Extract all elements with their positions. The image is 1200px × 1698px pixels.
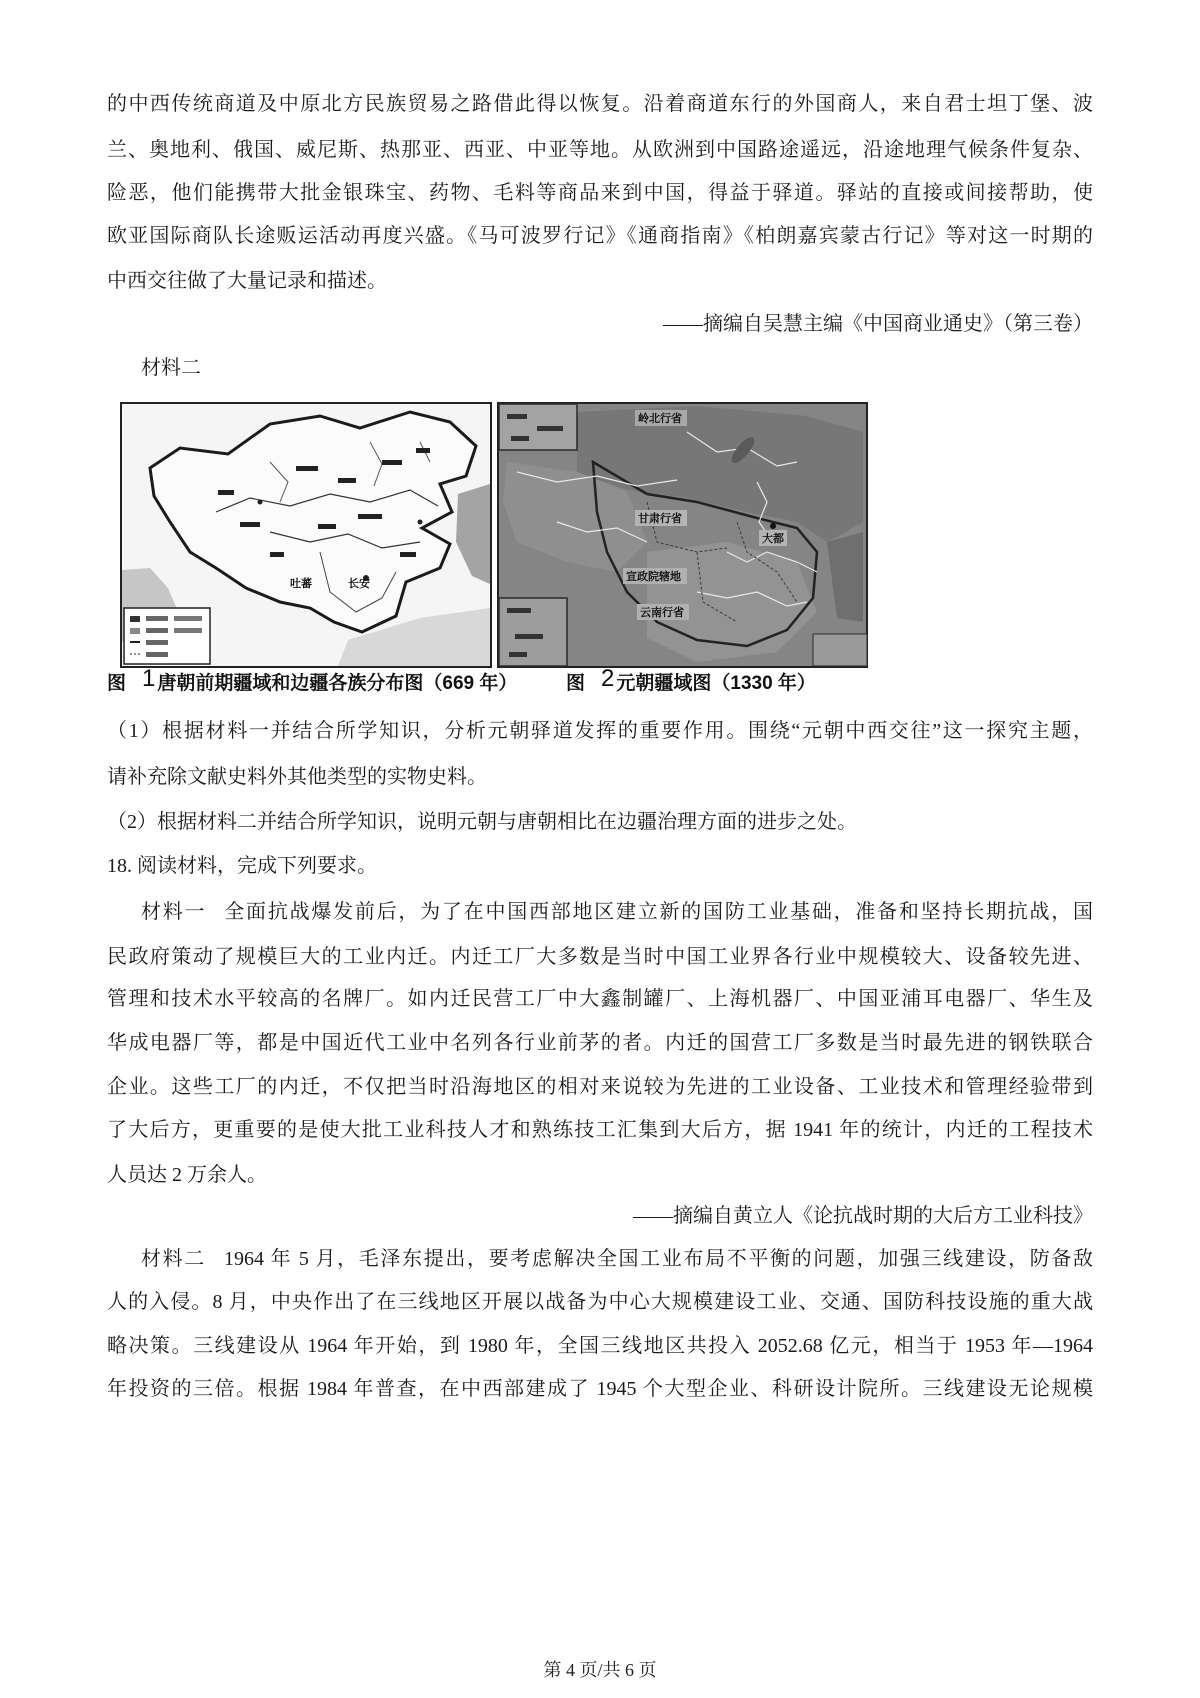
material-label: 材料一 [141, 901, 207, 923]
question-17-1-line: 请补充除文献史料外其他类型的实物史料。 [107, 766, 487, 788]
material1-tail-line: 兰、奥地利、俄国、威尼斯、热那亚、西亚、中亚等地。从欧洲到中国路途遥远，沿途地理气候条件复杂、 [107, 139, 1093, 161]
figure-number: 2 [601, 665, 615, 692]
material1-source: ——摘编自吴慧主编《中国商业通史》（第三卷） [663, 313, 1093, 335]
figure-1-caption [107, 665, 518, 696]
map-label: 大都 [762, 533, 784, 545]
question-17-1-line: （1）根据材料一并结合所学知识，分析元朝驿道发挥的重要作用。围绕“元朝中西交往”这一探究主题， [107, 720, 1093, 742]
q18-material1-line: 了大后方，更重要的是使大批工业科技人才和熟练技工汇集到大后方，据 1941 年的统计，内迁的工程技术 [107, 1119, 1093, 1141]
question-17-2-line: （2）根据材料二并结合所学知识，说明元朝与唐朝相比在边疆治理方面的进步之处。 [107, 811, 857, 833]
map-label: 长安 [348, 578, 370, 590]
figure-2-map [497, 402, 868, 668]
q18-material2-line: 人的入侵。8 月，中央作出了在三线地区开展以战备为中心大规模建设工业、交通、国防科技设施的重大战 [107, 1291, 1093, 1313]
q18-material1-line: 人员达 2 万余人。 [107, 1164, 267, 1186]
material1-tail-line: 险恶，他们能携带大批金银珠宝、药物、毛料等商品来到中国，得益于驿道。驿站的直接或间接帮助，使 [107, 182, 1093, 204]
figure-caption-text: 元朝疆域图（1330 年） [616, 673, 816, 694]
map-label: 甘肃行省 [638, 513, 682, 525]
q18-material1-line: 华成电器厂等，都是中国近代工业中名列各行业前茅的者。内迁的国营工厂多数是当时最先进的钢铁联合 [107, 1032, 1093, 1054]
q18-material2-line: 年投资的三倍。根据 1984 年普查，在中西部建成了 1945 个大型企业、科研设计院所。三线建设无论规模 [107, 1378, 1093, 1400]
q18-material2-line: 略决策。三线建设从 1964 年开始，到 1980 年，全国三线地区共投入 2052.68 亿元，相当于 1953 年—1964 [107, 1335, 1093, 1357]
figure-1-map [120, 402, 492, 668]
map-label: 云南行省 [640, 607, 684, 619]
legend-box [124, 608, 210, 664]
question-18-title: 18. 阅读材料，完成下列要求。 [107, 855, 377, 877]
page-number-footer: 第 4 页/共 6 页 [543, 1660, 657, 1680]
map-label: 宣政院辖地 [626, 571, 681, 583]
material-label: 材料二 [141, 1248, 206, 1270]
q18-material1-line: 企业。这些工厂的内迁，不仅把当时沿海地区的相对来说较为先进的工业设备、工业技术和管理经验带到 [107, 1076, 1093, 1098]
figure-caption-text: 唐朝前期疆域和边疆各族分布图（669 年） [157, 673, 518, 694]
figure-prefix: 图 [107, 673, 127, 694]
material1-tail-line: 的中西传统商道及中原北方民族贸易之路借此得以恢复。沿着商道东行的外国商人，来自君士坦丁堡、波 [107, 93, 1093, 115]
map-label: 岭北行省 [638, 413, 682, 425]
inset-box [813, 634, 867, 666]
material1-tail-line: 中西交往做了大量记录和描述。 [107, 270, 387, 292]
figure-2-caption [566, 665, 816, 696]
map-label: 吐蕃 [290, 578, 312, 590]
q18-material2-line [141, 1244, 1093, 1274]
figure-number: 1 [142, 665, 156, 692]
material-text: 1964 年 5 月，毛泽东提出，要考虑解决全国工业布局不平衡的问题，加强三线建设，防备敌 [223, 1248, 1093, 1270]
q18-material1-line: 管理和技术水平较高的名牌厂。如内迁民营工厂中大鑫制罐厂、上海机器厂、中国亚浦耳电器厂、华生及 [107, 988, 1093, 1010]
figure-prefix: 图 [566, 673, 586, 694]
capital-marker [770, 523, 776, 529]
q18-material1-line [141, 897, 1093, 927]
material1-tail-line: 欧亚国际商队长途贩运活动再度兴盛。《马可波罗行记》《通商指南》《柏朗嘉宾蒙古行记》等对这一时期的 [107, 225, 1093, 247]
q18-material1-source: ——摘编自黄立人《论抗战时期的大后方工业科技》 [633, 1205, 1093, 1227]
material2-label: 材料二 [141, 357, 201, 379]
q18-material1-line: 民政府策动了规模巨大的工业内迁。内迁工厂大多数是当时中国工业界各行业中规模较大、设备较先进、 [107, 946, 1093, 968]
material-text: 全面抗战爆发前后，为了在中国西部地区建立新的国防工业基础，准备和坚持长期抗战，国 [224, 901, 1093, 923]
